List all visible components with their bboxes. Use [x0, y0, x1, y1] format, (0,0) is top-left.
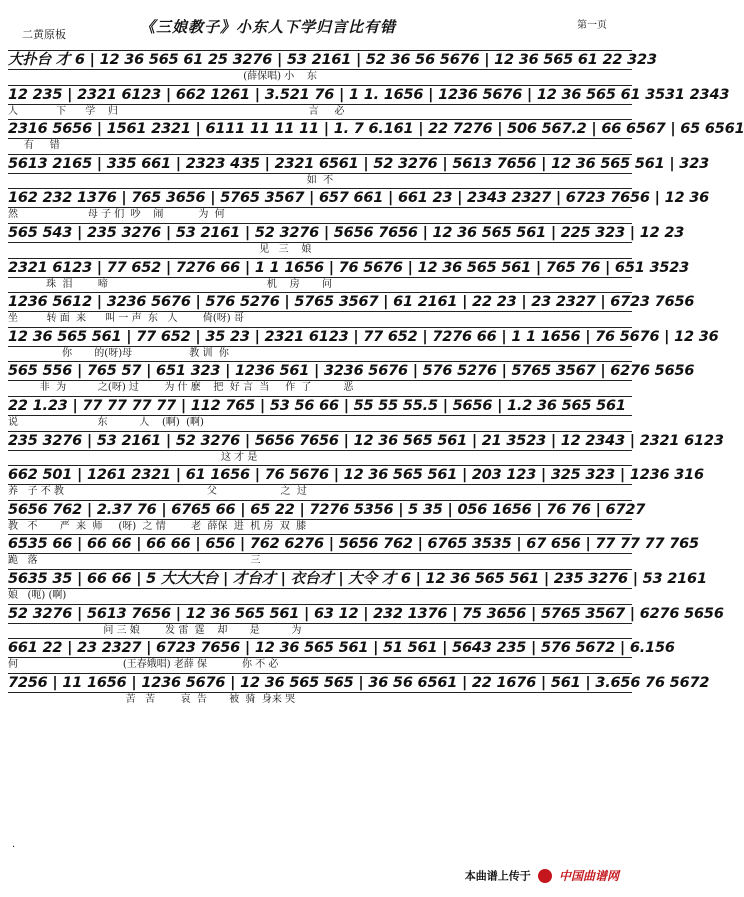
score-system	[8, 673, 710, 708]
notation-line: 2321 6123 | 77 652 | 7276 66 | 1 1 1656 | 76 5676 | 12 36 565 561 | 765 76 | 651 3523	[8, 259, 689, 276]
lyrics-line: (薛保唱) 小 东	[8, 71, 317, 82]
lyrics-line: 见 三 娘	[8, 243, 312, 255]
lyrics-line: 娘 (呃) (啊)	[8, 589, 67, 601]
notation-line: 52 3276 | 5613 7656 | 12 36 565 561 | 63 12 | 232 1376 | 75 3656 | 5765 3567 | 6276 5656	[8, 605, 724, 622]
lyrics-line: 何 (王春娥唱) 老薛 保 你 不 必	[8, 659, 279, 671]
lyrics-line: 然 母 子 们 吵 闹 为 何	[8, 209, 225, 221]
footer-credit	[465, 865, 619, 885]
score-system	[8, 258, 689, 293]
notation-line: 22 1.23 | 77 77 77 77 | 112 765 | 53 56 66 | 55 55 55.5 | 5656 | 1.2 36 565 561	[8, 396, 632, 416]
score-system	[8, 534, 699, 569]
notation-line: 565 543 | 235 3276 | 53 2161 | 52 3276 | 5656 7656 | 12 36 565 561 | 225 323 | 12 23	[8, 224, 685, 241]
score-system	[8, 604, 724, 639]
margin-dot: ·	[12, 842, 16, 853]
score-system	[8, 569, 707, 604]
notation-line: 662 501 | 1261 2321 | 61 1656 | 76 5676 | 12 36 565 561 | 203 123 | 325 323 | 1236 316	[8, 467, 704, 484]
score-system	[8, 396, 632, 431]
lyrics-line: 说 东 人 (啊) (啊)	[8, 416, 204, 428]
notation-line: 5656 762 | 2.37 76 | 6765 66 | 65 22 | 7276 5356 | 5 35 | 056 1656 | 76 76 | 6727	[8, 501, 646, 518]
notation-line: 162 232 1376 | 765 3656 | 5765 3567 | 657 661 | 661 23 | 2343 2327 | 6723 7656 | 12 36	[8, 190, 709, 207]
notation-line: 7256 | 11 1656 | 1236 5676 | 12 36 565 565 | 36 56 6561 | 22 1676 | 561 | 3.656 76 5672	[8, 674, 710, 691]
score-system	[8, 154, 709, 189]
notation-line: 12 235 | 2321 6123 | 662 1261 | 3.521 76 | 1 1. 1656 | 1236 5676 | 12 36 565 61 3531 2343	[8, 86, 730, 103]
score-sheet	[8, 50, 744, 707]
score-system	[8, 119, 744, 154]
lyrics-line: 养 子 不 教 父 之 过	[8, 486, 307, 498]
score-system	[8, 361, 695, 396]
score-title: 《三娘教子》小东人下学归言比有错	[140, 18, 397, 36]
score-system	[8, 327, 719, 362]
page-header	[0, 10, 637, 40]
score-system	[8, 85, 730, 120]
notation-line: 5613 2165 | 335 661 | 2323 435 | 2321 6561 | 52 3276 | 5613 7656 | 12 36 565 561 | 323	[8, 155, 709, 172]
lyrics-line: 人 下 学 归 言 必	[8, 105, 345, 117]
lyrics-line: 珠 泪 啼 机 房 问	[8, 278, 332, 290]
tune-type-label: 二黄原板	[22, 28, 66, 41]
lyrics-line: 有 错	[8, 140, 60, 152]
lyrics-line: 坐 转 面 来 叫 一 声 东 人 倚(呀) 哥	[8, 313, 244, 325]
lyrics-line: 跪 落 三	[8, 555, 261, 567]
score-system	[8, 500, 646, 535]
notation-line: 1236 5612 | 3236 5676 | 576 5276 | 5765 3567 | 61 2161 | 22 23 | 23 2327 | 6723 7656	[8, 294, 695, 311]
score-system	[8, 188, 709, 223]
lyrics-line: 问 三 娘 发 雷 霆 却 是 为	[8, 624, 302, 636]
notation-line: 235 3276 | 53 2161 | 52 3276 | 5656 7656 | 12 36 565 561 | 21 3523 | 12 2343 | 2321 6123	[8, 432, 724, 449]
notation-line: 5635 35 | 66 66 | 5 大大大台 | 才台才 | 衣台才 | 大令 才 6 | 12 36 565 561 | 235 3276 | 53 2161	[8, 570, 707, 587]
upload-text: 本曲谱上传于	[464, 869, 531, 883]
score-system	[8, 50, 657, 85]
lyrics-line: 非 为 之(呀) 过 为 什 麽 把 好 言 当 作 了 恶	[8, 382, 354, 394]
notation-line: 565 556 | 765 57 | 651 323 | 1236 561 | 3236 5676 | 576 5276 | 5765 3567 | 6276 5656	[8, 363, 695, 380]
lyrics-line: 这 才 是	[8, 451, 258, 463]
score-system	[8, 638, 675, 673]
lyrics-line: 教 不 严 来 师 (呀) 之 情 老 薛保 进 机 房 双 膝	[8, 520, 307, 532]
score-system	[8, 223, 685, 258]
score-system	[8, 465, 704, 500]
score-system	[8, 431, 724, 466]
notation-line: 6535 66 | 66 66 | 66 66 | 656 | 762 6276 | 5656 762 | 6765 3535 | 67 656 | 77 77 77 765	[8, 536, 699, 553]
site-name: 中国曲谱网	[558, 869, 619, 883]
lyrics-line: 苦 苦 哀 告 被 骑 身来 哭	[8, 693, 296, 705]
score-system	[8, 292, 695, 327]
lyrics-line: 如 不	[8, 174, 334, 186]
notation-line: 2316 5656 | 1561 2321 | 6111 11 11 11 | 1. 7 6.161 | 22 7276 | 506 567.2 | 66 6567 | 65 6561	[8, 121, 744, 138]
page-number: 第一页	[577, 20, 607, 31]
notation-line: 661 22 | 23 2327 | 6723 7656 | 12 36 565 561 | 51 561 | 5643 235 | 576 5672 | 6.156	[8, 640, 675, 657]
notation-line: 大扑台 才 6 | 12 36 565 61 25 3276 | 53 2161 | 52 36 56 5676 | 12 36 565 61 22 323	[8, 52, 657, 68]
lyrics-line: 你 的(呀)母 教 训 你	[8, 347, 229, 359]
site-logo-icon	[538, 869, 552, 883]
notation-line: 12 36 565 561 | 77 652 | 35 23 | 2321 6123 | 77 652 | 7276 66 | 1 1 1656 | 76 5676 | 12 36	[8, 328, 719, 345]
